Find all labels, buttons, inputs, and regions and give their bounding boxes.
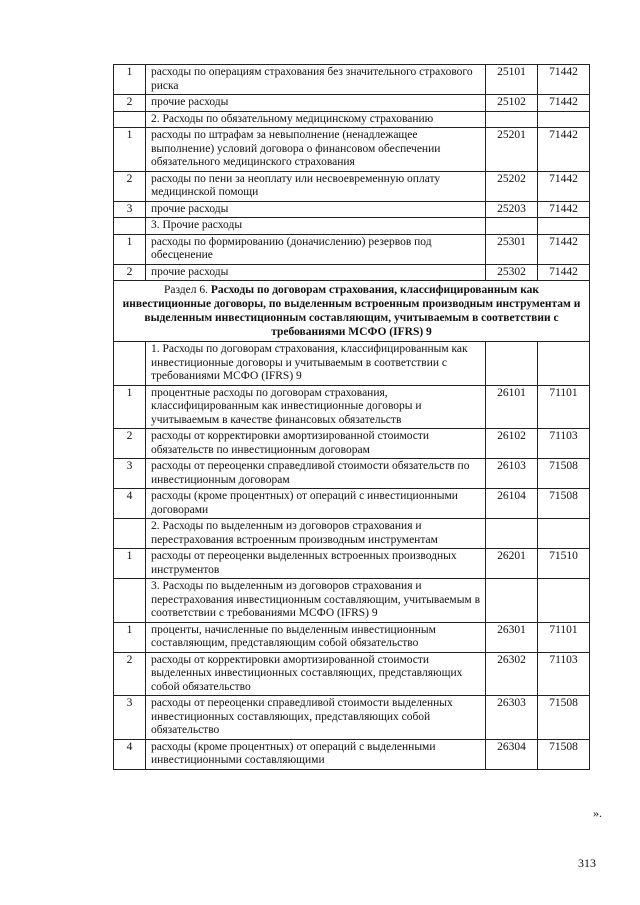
row-description: расходы от переоценки справедливой стоимости выделенных инвестиционных составляющих, представляющих собой обязательство xyxy=(146,696,486,740)
account-number: 71442 xyxy=(538,65,590,95)
account-number: 71510 xyxy=(538,549,590,579)
code-cell xyxy=(486,579,538,623)
row-description: расходы от переоценки справедливой стоимости обязательств по инвестиционным договорам xyxy=(146,459,486,489)
account-cell xyxy=(538,579,590,623)
row-number: 3 xyxy=(114,459,146,489)
account-number: 71101 xyxy=(538,385,590,429)
account-number: 71442 xyxy=(538,95,590,112)
row-description: расходы по операциям страхования без значительного страхового риска xyxy=(146,65,486,95)
section-title: Расходы по договорам страхования, классифицированным как инвестиционные договоры, по выделенным встроенным производным инструментам и выделенным инвестиционным составляющим, учитываемым в соответствии с требованиями МСФО (IFRS) 9 xyxy=(122,284,581,338)
row-description: прочие расходы xyxy=(146,201,486,218)
symbol-code: 26102 xyxy=(486,429,538,459)
account-cell xyxy=(538,342,590,386)
row-description: процентные расходы по договорам страхования, классифицированным как инвестиционные договоры и учитываемым в качестве финансовых обязательств xyxy=(146,385,486,429)
table-row xyxy=(114,696,590,740)
table-row xyxy=(114,171,590,201)
row-number-cell xyxy=(114,218,146,235)
account-number: 71103 xyxy=(538,429,590,459)
row-description: прочие расходы xyxy=(146,95,486,112)
row-number: 3 xyxy=(114,201,146,218)
row-number: 2 xyxy=(114,429,146,459)
code-cell xyxy=(486,218,538,235)
group-heading: 3. Прочие расходы xyxy=(146,218,486,235)
row-number: 1 xyxy=(114,234,146,264)
symbol-code: 26304 xyxy=(486,739,538,769)
table-row xyxy=(114,234,590,264)
symbol-code: 26103 xyxy=(486,459,538,489)
account-number: 71508 xyxy=(538,489,590,519)
group-heading-row xyxy=(114,519,590,549)
code-cell xyxy=(486,519,538,549)
group-heading: 2. Расходы по выделенным из договоров страхования и перестрахования встроенным производным инструментам xyxy=(146,519,486,549)
account-number: 71101 xyxy=(538,622,590,652)
table-row xyxy=(114,128,590,172)
symbol-code: 26101 xyxy=(486,385,538,429)
table-row xyxy=(114,549,590,579)
account-number: 71508 xyxy=(538,459,590,489)
symbol-code: 25203 xyxy=(486,201,538,218)
account-number: 71103 xyxy=(538,652,590,696)
row-number: 2 xyxy=(114,95,146,112)
account-cell xyxy=(538,111,590,128)
row-number-cell xyxy=(114,342,146,386)
row-description: расходы (кроме процентных) от операций с инвестиционными договорами xyxy=(146,489,486,519)
code-cell xyxy=(486,111,538,128)
symbol-code: 26201 xyxy=(486,549,538,579)
table-row xyxy=(114,385,590,429)
table-row xyxy=(114,652,590,696)
row-number: 4 xyxy=(114,489,146,519)
row-number: 2 xyxy=(114,264,146,281)
group-heading: 2. Расходы по обязательному медицинскому страхованию xyxy=(146,111,486,128)
account-number: 71442 xyxy=(538,234,590,264)
account-number: 71442 xyxy=(538,201,590,218)
table-row xyxy=(114,65,590,95)
row-number-cell xyxy=(114,579,146,623)
row-number: 1 xyxy=(114,385,146,429)
code-cell xyxy=(486,342,538,386)
row-number: 2 xyxy=(114,171,146,201)
account-cell xyxy=(538,218,590,235)
chart-of-accounts-table xyxy=(113,64,590,770)
row-number: 4 xyxy=(114,739,146,769)
row-description: расходы по формированию (доначислению) резервов под обесценение xyxy=(146,234,486,264)
table-body xyxy=(114,65,590,770)
section-header-row xyxy=(114,281,590,342)
symbol-code: 25201 xyxy=(486,128,538,172)
row-description: расходы от переоценки выделенных встроенных производных инструментов xyxy=(146,549,486,579)
row-number: 1 xyxy=(114,622,146,652)
table-row xyxy=(114,201,590,218)
group-heading: 3. Расходы по выделенным из договоров страхования и перестрахования инвестиционным составляющим, учитываемым в соответствии с требованиями МСФО (IFRS) 9 xyxy=(146,579,486,623)
group-heading-row xyxy=(114,111,590,128)
row-number-cell xyxy=(114,111,146,128)
section-prefix: Раздел 6. xyxy=(163,284,208,296)
row-description: расходы по пени за неоплату или несвоевременную оплату медицинской помощи xyxy=(146,171,486,201)
table-row xyxy=(114,739,590,769)
row-description: расходы от корректировки амортизированной стоимости обязательств по инвестиционным договорам xyxy=(146,429,486,459)
table-row xyxy=(114,459,590,489)
account-number: 71508 xyxy=(538,696,590,740)
account-number: 71442 xyxy=(538,128,590,172)
row-number-cell xyxy=(114,519,146,549)
table-row xyxy=(114,264,590,281)
symbol-code: 26303 xyxy=(486,696,538,740)
account-number: 71442 xyxy=(538,264,590,281)
symbol-code: 25101 xyxy=(486,65,538,95)
table-row xyxy=(114,622,590,652)
table-row xyxy=(114,95,590,112)
table-row xyxy=(114,429,590,459)
symbol-code: 25202 xyxy=(486,171,538,201)
symbol-code: 26302 xyxy=(486,652,538,696)
row-description: расходы по штрафам за невыполнение (ненадлежащее выполнение) условий договора о финансовом обеспечении обязательного медицинского страхования xyxy=(146,128,486,172)
symbol-code: 25301 xyxy=(486,234,538,264)
page-number: 313 xyxy=(578,856,596,870)
account-cell xyxy=(538,519,590,549)
symbol-code: 25102 xyxy=(486,95,538,112)
symbol-code: 25302 xyxy=(486,264,538,281)
row-number: 1 xyxy=(114,128,146,172)
row-number: 3 xyxy=(114,696,146,740)
closing-quote: ». xyxy=(593,806,602,820)
row-description: расходы (кроме процентных) от операций с выделенными инвестиционными составляющими xyxy=(146,739,486,769)
row-description: расходы от корректировки амортизированной стоимости выделенных инвестиционных составляющих, представляющих собой обязательство xyxy=(146,652,486,696)
group-heading-row xyxy=(114,579,590,623)
symbol-code: 26104 xyxy=(486,489,538,519)
table-row xyxy=(114,489,590,519)
row-description: прочие расходы xyxy=(146,264,486,281)
group-heading: 1. Расходы по договорам страхования, классифицированным как инвестиционные договоры и учитываемым в соответствии с требованиями МСФО (IFRS) 9 xyxy=(146,342,486,386)
row-number: 2 xyxy=(114,652,146,696)
row-number: 1 xyxy=(114,65,146,95)
group-heading-row xyxy=(114,218,590,235)
section-heading xyxy=(114,281,590,342)
account-number: 71508 xyxy=(538,739,590,769)
row-description: проценты, начисленные по выделенным инвестиционным составляющим, представляющим собой обязательство xyxy=(146,622,486,652)
symbol-code: 26301 xyxy=(486,622,538,652)
row-number: 1 xyxy=(114,549,146,579)
group-heading-row xyxy=(114,342,590,386)
account-number: 71442 xyxy=(538,171,590,201)
